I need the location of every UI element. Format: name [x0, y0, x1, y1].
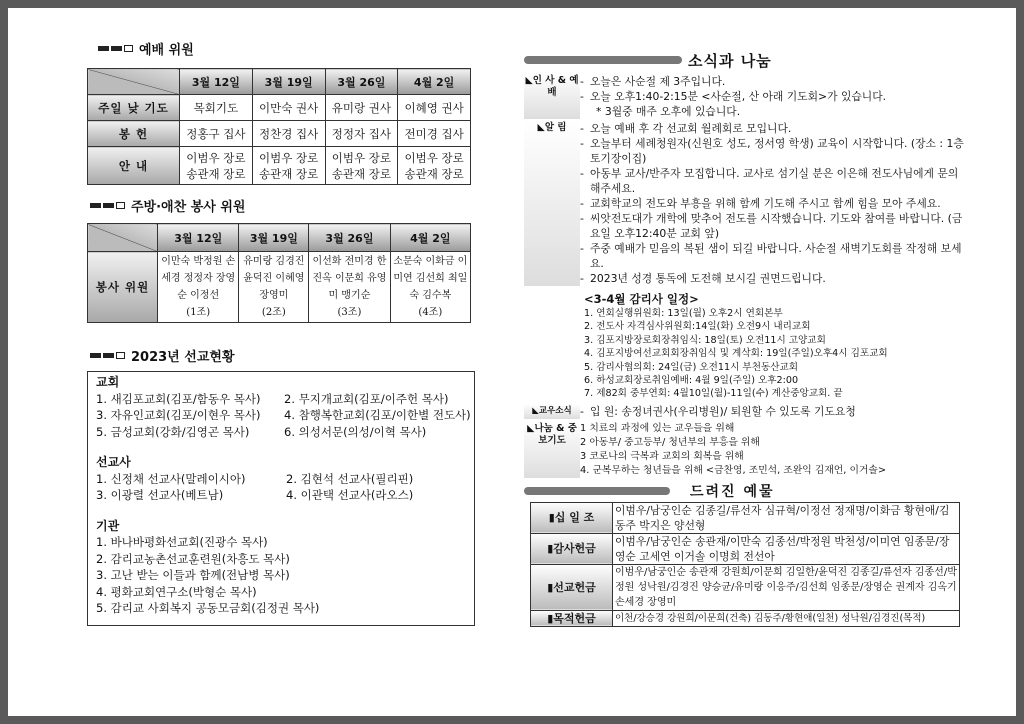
missionaries-label: 선교사 — [96, 455, 131, 469]
mission-heading — [90, 345, 478, 365]
offering-type: ▮선교헌금 — [531, 564, 613, 610]
table-cell: 정홍구 집사 — [180, 121, 253, 147]
list-item: 2. 감리교농촌선교훈련원(차흥도 목사) — [96, 551, 290, 566]
prayer-item: 3 코로나의 극복과 교회의 회복을 위해 — [580, 450, 744, 462]
team-group: (4조) — [418, 307, 443, 318]
prayer-item: 2 아동부/ 중고등부/ 청년부의 부흥을 위해 — [580, 436, 760, 448]
list-item: 3. 자유인교회(김포/이현우 목사) — [96, 408, 261, 422]
table-cell: 이범우 장로 송관재 장로 — [252, 147, 325, 185]
triangle-marker-icon: ◣ — [537, 122, 545, 133]
table-row — [531, 533, 960, 564]
list-item: 4. 참행복한교회(김포/이한별 전도사) — [284, 408, 471, 422]
kitchen-committee-title: 주방·애찬 봉사 위원 — [131, 199, 246, 215]
table-cell: 이범우 장로 송관재 장로 — [325, 147, 398, 185]
team-names: 소문숙 이화금 이미연 김선희 최일숙 김수복 — [393, 256, 468, 301]
section-marker-icon — [98, 45, 133, 52]
team-cell — [239, 252, 309, 323]
prayer-item: 1 치료의 과정에 있는 교우들을 위해 — [580, 422, 735, 434]
team-names: 유미랑 김경진 윤덕진 이혜영 장영미 — [243, 256, 305, 301]
title-bar — [524, 487, 670, 495]
row-label: 봉 헌 — [88, 121, 180, 147]
schedule-list — [584, 307, 964, 401]
schedule-item: 3. 김포지방장로회장취임식: 18일(토) 오전11시 고양교회 — [584, 334, 826, 346]
row-label: 주일 낮 기도 — [88, 95, 180, 121]
worship-committee-title: 예배 위원 — [139, 42, 194, 58]
churches-list — [96, 391, 471, 441]
member-news-body: - 입 원: 송정녀권사(우리병원)/ 퇴원할 수 있도록 기도요청 — [580, 404, 856, 418]
prayer-body — [580, 422, 964, 478]
date-header: 3월 19일 — [239, 224, 309, 252]
schedule-item: 2. 전도사 자격심사위원회:14일(화) 오전9시 내리교회 — [584, 321, 811, 333]
news-title: 소식과 나눔 — [688, 51, 772, 70]
orgs-list — [96, 534, 466, 617]
team-names: 이만숙 박정원 손세경 정정자 장영순 이정선 — [161, 256, 236, 301]
offering-names: 이범우/남궁인순 송관재 강원희/이문희 김일한/윤덕진 김종길/류선자 김종선/박정원 성낙원/김경진 양승균/유미랑 이응주/김선희 임종문/장영순 권계자 김옥기 손세경 장영미 — [613, 564, 960, 610]
triangle-marker-icon: ◣ — [527, 422, 535, 434]
member-news-label: ◣교우소식 — [524, 404, 580, 419]
list-item: 5. 금성교회(강화/김영곤 목사) — [96, 424, 250, 439]
section-marker-icon — [90, 352, 125, 359]
offering-type: ▮십 일 조 — [531, 502, 613, 533]
notice-body: - 오늘 예배 후 각 선교회 월례회로 모입니다. - 오늘부터 세례청원자(신원호 성도, 정서영 학생) 교육이 시작합니다. (장소 : 1층 토기장이집) - 아동부 교사/반주자 모집합니다. 교사로 섬기실 분은 이은해 전도사님에게 문의해주세요. - 교회학교의 전도와 부흥을 위해 함께 기도해 주시고 함께 힘을 모아 주세요. - 씨앗전도대가 개학에 맞추어 전도를 시작했습니다. 기도와 참여를 바랍니다. (금요일 오후12:40분 교회 앞) - 주중 예배가 믿음의 복된 샘이 되길 바랍니다. 사순절 새벽기도회를 작정해 보세요. - 2023년 성경 통독에 도전해 보시길 권면드립니다. — [580, 122, 964, 285]
offering-type: ▮감사헌금 — [531, 533, 613, 564]
bulletin-page — [8, 8, 1016, 716]
offering-names: 이천/강승경 강원희/이문희(건축) 김동주/황현애(일천) 성낙원/김경진(목적) — [613, 610, 960, 626]
notice-label: ◣알 림 — [524, 121, 580, 286]
date-header: 3월 26일 — [325, 69, 398, 95]
news-heading — [524, 48, 964, 72]
schedule-item: 1. 연회실행위원회: 13일(월) 오후2시 연회본부 — [584, 308, 783, 319]
table-cell: 전미경 집사 — [398, 121, 471, 147]
list-item: 2. 김현석 선교사(필리핀) — [286, 471, 414, 486]
list-item: 4. 평화교회연구소(박형순 목사) — [96, 584, 257, 599]
schedule-item: 4. 김포지방여선교회회장취임식 및 계삭회: 19일(주일)오후4시 김포교회 — [584, 348, 888, 360]
offerings-table — [530, 502, 960, 627]
churches-label: 교회 — [96, 375, 120, 389]
offering-type: ▮목적헌금 — [531, 610, 613, 626]
news-item: 오늘 오후1:40-2:15분 <사순절, 산 아래 기도회>가 있습니다. — [590, 90, 887, 103]
news-item: 아동부 교사/반주자 모집합니다. 교사로 섬기실 분은 이은해 전도사님에게 문의해주세요. — [590, 167, 959, 195]
triangle-marker-icon: ◣ — [532, 405, 539, 416]
table-cell: 정찬경 집사 — [252, 121, 325, 147]
table-row — [531, 610, 960, 626]
mission-box — [87, 371, 475, 626]
offerings-title: 드려진 예물 — [690, 483, 775, 500]
news-item: 씨앗전도대가 개학에 맞추어 전도를 시작했습니다. 기도와 참여를 바랍니다. (금요일 오후12:40분 교회 앞) — [590, 212, 963, 240]
schedule-item: 7. 제82회 중부연회: 4월10일(월)-11일(수) 계산중앙교회. 끝 — [584, 388, 843, 400]
member-news — [524, 404, 964, 419]
news-item: 입 원: 송정녀권사(우리병원)/ 퇴원할 수 있도록 기도요청 — [590, 404, 856, 418]
row-label: 봉사 위원 — [88, 252, 158, 323]
news-item: 주중 예배가 믿음의 복된 샘이 되길 바랍니다. 사순절 새벽기도회를 작정해 보세요. — [590, 242, 962, 270]
worship-committee-heading — [98, 38, 478, 58]
row-label: 안 내 — [88, 147, 180, 185]
kitchen-committee-table — [87, 223, 471, 323]
table-cell: 목회기도 — [180, 95, 253, 121]
schedule-item: 5. 감리사협의회: 24일(금) 오전11시 부천동산교회 — [584, 361, 799, 373]
table-cell: 유미랑 권사 — [325, 95, 398, 121]
list-item: 3. 고난 받는 이들과 함께(전남병 목사) — [96, 568, 290, 582]
offering-names: 이범우/남궁인순 김종길/류선자 심규혁/이정선 정재명/이화금 황현애/김동주 박지은 양선형 — [613, 502, 960, 533]
offerings-heading — [524, 480, 964, 502]
missionaries-list — [96, 471, 466, 504]
table-row — [531, 502, 960, 533]
news-item: 오늘부터 세례청원자(신원호 성도, 정서영 학생) 교육이 시작합니다. (장소 : 1층 토기장이집) — [590, 137, 964, 165]
kitchen-committee-heading — [90, 195, 478, 215]
worship-news — [524, 74, 964, 119]
list-item: 1. 신정채 선교사(말레이시아) — [96, 471, 246, 486]
team-names: 이선화 전미경 한진옥 이문희 유영미 맹기순 — [312, 256, 387, 301]
date-header: 3월 19일 — [252, 69, 325, 95]
team-group: (3조) — [337, 307, 362, 318]
team-group: (1조) — [186, 307, 211, 318]
worship-committee-table — [87, 68, 471, 185]
table-cell: 이범우 장로 송관재 장로 — [398, 147, 471, 185]
table-cell: 이범우 장로 송관재 장로 — [180, 147, 253, 185]
left-column — [78, 38, 478, 626]
table-cell: 정정자 집사 — [325, 121, 398, 147]
table-corner — [88, 69, 180, 95]
worship-news-body: - 오늘은 사순절 제 3주입니다. - 오늘 오후1:40-2:15분 <사순절, 산 아래 기도회>가 있습니다. * 3월중 매주 오후에 있습니다. — [580, 75, 887, 118]
title-bar — [524, 56, 682, 64]
table-row — [531, 564, 960, 610]
date-header: 3월 12일 — [180, 69, 253, 95]
list-item: 3. 이광렬 선교사(베트남) — [96, 488, 224, 502]
notice-news — [524, 121, 964, 286]
list-item: 5. 감리교 사회복지 공동모금회(김정권 목사) — [96, 601, 320, 615]
prayer-news — [524, 422, 964, 478]
schedule-item: 6. 하성교회장로취임예배: 4월 9일(주일) 오후2:00 — [584, 375, 799, 387]
news-item: 교회학교의 전도와 부흥을 위해 함께 기도해 주시고 함께 힘을 모아 주세요. — [590, 197, 941, 210]
list-item: 4. 이관택 선교사(라오스) — [286, 488, 414, 502]
triangle-marker-icon: ◣ — [525, 75, 533, 86]
news-item: 오늘은 사순절 제 3주입니다. — [590, 75, 726, 88]
team-cell — [390, 252, 470, 323]
list-item: 1. 바나바평화선교회(진광수 목사) — [96, 535, 268, 549]
table-cell: 이혜영 권사 — [398, 95, 471, 121]
schedule-title: <3-4월 감리사 일정> — [584, 292, 699, 306]
section-marker-icon — [90, 202, 125, 209]
team-cell — [309, 252, 390, 323]
orgs-label: 기관 — [96, 518, 120, 533]
right-column — [524, 48, 964, 627]
prayer-item: 4. 군복무하는 청년들을 위해 <금찬영, 조민석, 조완익 김재언, 이거솔> — [580, 464, 887, 476]
news-item: * 3월중 매주 오후에 있습니다. — [596, 105, 741, 118]
list-item: 2. 무지개교회(김포/이주헌 목사) — [284, 391, 449, 406]
news-item: 오늘 예배 후 각 선교회 월례회로 모입니다. — [590, 122, 792, 135]
team-group: (2조) — [261, 307, 286, 318]
offering-names: 이범우/남궁인순 송관재/이만숙 김종선/박정원 박천성/이미연 임종문/장영순 고세연 이거솔 이명희 전선아 — [613, 533, 960, 564]
mission-title: 2023년 선교현황 — [131, 349, 235, 365]
news-section — [524, 74, 964, 478]
date-header: 3월 26일 — [309, 224, 390, 252]
date-header: 4월 2일 — [390, 224, 470, 252]
date-header: 3월 12일 — [158, 224, 239, 252]
table-corner — [88, 224, 158, 252]
prayer-label: ◣나눔 & 중보기도 — [524, 422, 580, 478]
list-item: 1. 새김포교회(김포/함동우 목사) — [96, 391, 261, 406]
table-cell: 이만숙 권사 — [252, 95, 325, 121]
date-header: 4월 2일 — [398, 69, 471, 95]
worship-news-label: ◣인 사 & 예 배 — [524, 74, 580, 119]
team-cell — [158, 252, 239, 323]
news-item: 2023년 성경 통독에 도전해 보시길 권면드립니다. — [590, 272, 826, 285]
list-item: 6. 의성서문(의성/이혁 목사) — [284, 424, 427, 439]
